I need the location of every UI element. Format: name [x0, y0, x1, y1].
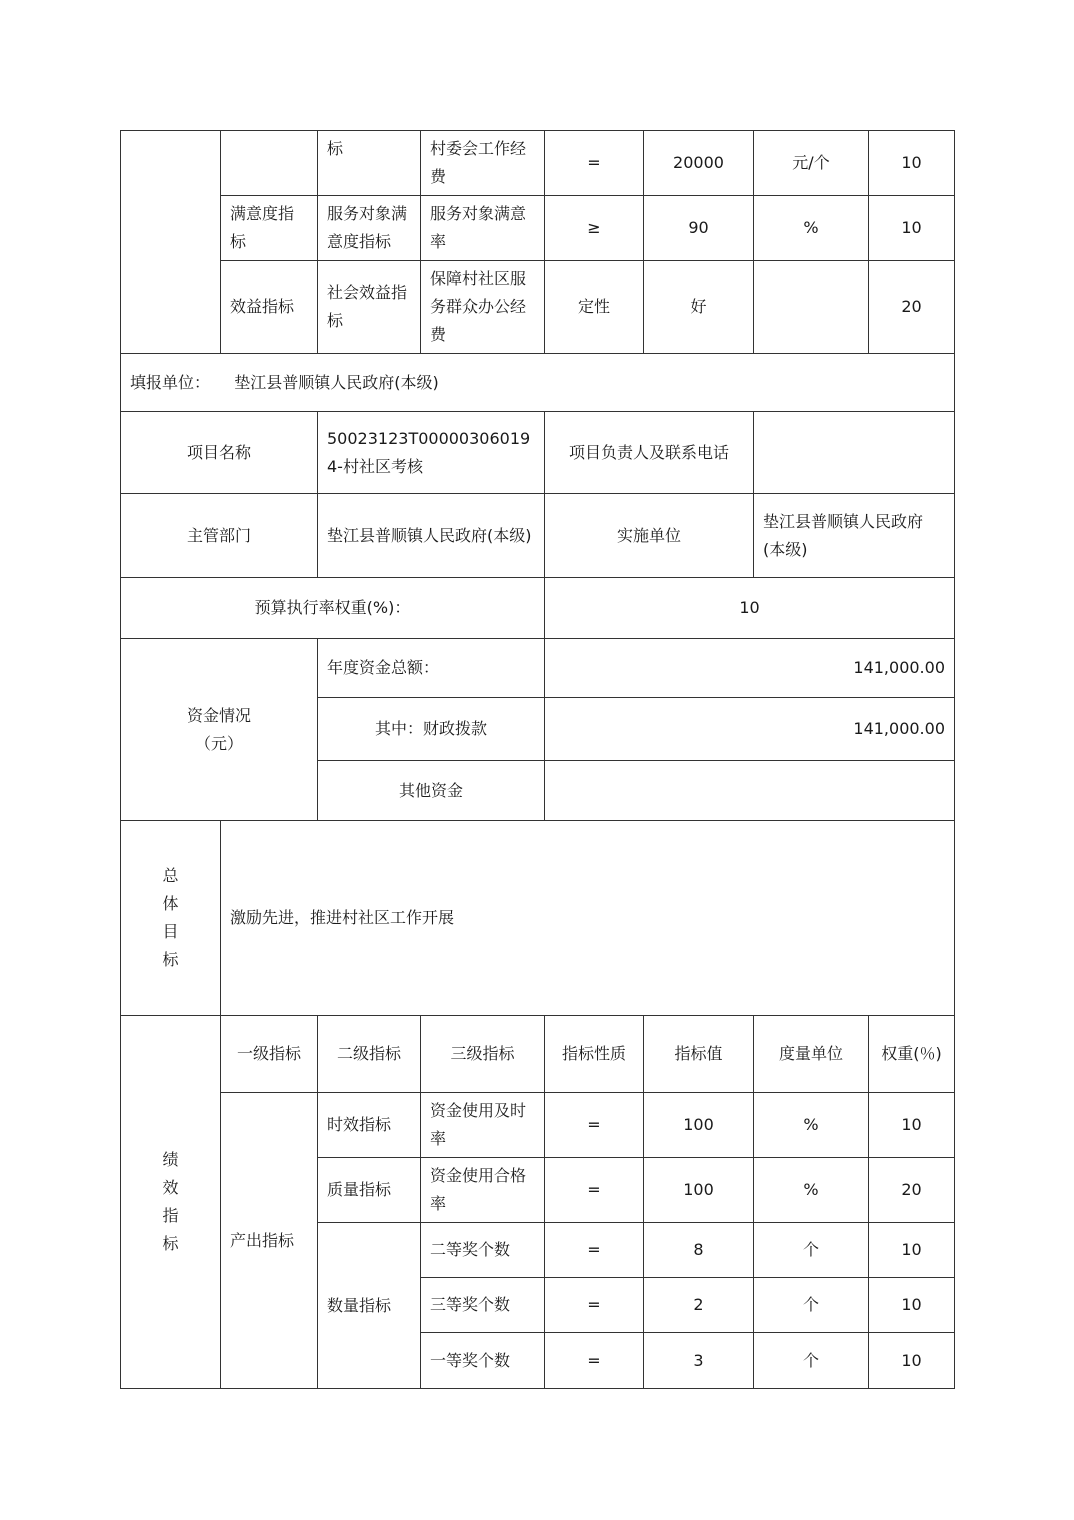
table-row — [121, 639, 955, 698]
indicators-label-char: 效 — [162, 1178, 179, 1197]
cell-value: 3 — [644, 1333, 754, 1389]
cell-value: 90 — [644, 196, 754, 261]
cell-weight: 10 — [869, 131, 955, 196]
cell-level1: 产出指标 — [221, 1093, 318, 1389]
cell-level3: 一等奖个数 — [421, 1333, 545, 1389]
header-level3: 三级指标 — [421, 1016, 545, 1093]
cell-level2: 效益指标 — [221, 261, 318, 354]
indicators-label-char: 绩 — [162, 1150, 179, 1169]
funds-label-line1: 资金情况 — [186, 705, 251, 725]
cell-unit: % — [754, 1093, 869, 1158]
cell-level2: 满意度指标 — [221, 196, 318, 261]
cell-value: 100 — [644, 1158, 754, 1223]
cell-operator: = — [545, 1333, 644, 1389]
cell-level2: 时效指标 — [318, 1093, 421, 1158]
cell-empty — [221, 131, 318, 196]
table-row — [121, 1093, 955, 1158]
cell-value: 100 — [644, 1093, 754, 1158]
funds-label — [121, 639, 318, 821]
goal-label-char: 总 — [162, 866, 179, 885]
cell-unit: % — [754, 1158, 869, 1223]
cell-level3: 社会效益指标 — [318, 261, 421, 354]
cell-level3: 服务对象满意度指标 — [318, 196, 421, 261]
cell-level3: 二等奖个数 — [421, 1223, 545, 1278]
project-name-label: 项目名称 — [121, 412, 318, 494]
cell-level4: 村委会工作经费 — [421, 131, 545, 196]
table-row — [121, 354, 955, 412]
cell-level3: 三等奖个数 — [421, 1278, 545, 1333]
dept-label: 主管部门 — [121, 494, 318, 578]
goal-label-char: 体 — [162, 894, 179, 913]
indicators-label-char: 指 — [162, 1206, 179, 1225]
cell-weight: 10 — [869, 1223, 955, 1278]
indicators-label — [121, 1016, 221, 1389]
funds-other-label: 其他资金 — [318, 761, 545, 821]
goal-label-char: 标 — [162, 950, 179, 969]
table-row — [121, 578, 955, 639]
goal-label — [121, 821, 221, 1016]
cell-unit — [754, 261, 869, 354]
header-nature: 指标性质 — [545, 1016, 644, 1093]
cell-level3: 资金使用合格率 — [421, 1158, 545, 1223]
cell-operator: = — [545, 131, 644, 196]
cell-level3: 标 — [318, 131, 421, 196]
cell-level4: 服务对象满意率 — [421, 196, 545, 261]
cell-level4: 保障村社区服务群众办公经费 — [421, 261, 545, 354]
fill-unit-cell — [121, 354, 955, 412]
header-unit: 度量单位 — [754, 1016, 869, 1093]
budget-rate-value: 10 — [545, 578, 955, 639]
goal-text: 激励先进，推进村社区工作开展 — [221, 821, 955, 1016]
table-row — [121, 131, 955, 196]
project-contact-label: 项目负责人及联系电话 — [545, 412, 754, 494]
cell-weight: 10 — [869, 196, 955, 261]
project-contact-value — [754, 412, 955, 494]
table-row — [121, 1016, 955, 1093]
cell-value: 2 — [644, 1278, 754, 1333]
fill-unit-label: 填报单位： — [130, 372, 211, 392]
performance-table — [120, 130, 955, 1389]
cell-unit: % — [754, 196, 869, 261]
cell-value: 好 — [644, 261, 754, 354]
cell-unit: 个 — [754, 1333, 869, 1389]
cell-operator: 定性 — [545, 261, 644, 354]
cell-level2: 质量指标 — [318, 1158, 421, 1223]
cell-weight: 10 — [869, 1333, 955, 1389]
header-level2: 二级指标 — [318, 1016, 421, 1093]
cell-operator: = — [545, 1093, 644, 1158]
goal-label-char: 目 — [162, 922, 179, 941]
project-name-value: 50023123T000003060194-村社区考核 — [318, 412, 545, 494]
impl-unit-label: 实施单位 — [545, 494, 754, 578]
cell-weight: 10 — [869, 1093, 955, 1158]
cell-weight: 20 — [869, 261, 955, 354]
header-level1: 一级指标 — [221, 1016, 318, 1093]
table-row — [121, 261, 955, 354]
funds-fiscal-label: 其中：财政拨款 — [318, 698, 545, 761]
cell-operator: ≥ — [545, 196, 644, 261]
cell-operator: = — [545, 1158, 644, 1223]
table-row — [121, 196, 955, 261]
indicators-label-char: 标 — [162, 1234, 179, 1253]
cell-unit: 个 — [754, 1278, 869, 1333]
fill-unit-value: 垫江县普顺镇人民政府(本级) — [234, 372, 439, 392]
header-weight: 权重(％) — [869, 1016, 955, 1093]
table-row — [121, 412, 955, 494]
dept-value: 垫江县普顺镇人民政府(本级) — [318, 494, 545, 578]
cell-unit: 个 — [754, 1223, 869, 1278]
cell-unit: 元/个 — [754, 131, 869, 196]
cell-level2: 数量指标 — [318, 1223, 421, 1389]
funds-total-value: 141,000.00 — [545, 639, 955, 698]
table-row — [121, 494, 955, 578]
funds-label-line2: （元） — [194, 733, 243, 753]
header-value: 指标值 — [644, 1016, 754, 1093]
funds-total-label: 年度资金总额： — [318, 639, 545, 698]
cell-weight: 10 — [869, 1278, 955, 1333]
funds-fiscal-value: 141,000.00 — [545, 698, 955, 761]
impl-unit-value: 垫江县普顺镇人民政府(本级) — [754, 494, 955, 578]
cell-value: 8 — [644, 1223, 754, 1278]
cell-weight: 20 — [869, 1158, 955, 1223]
cell-level3: 资金使用及时率 — [421, 1093, 545, 1158]
budget-rate-label: 预算执行率权重(%)： — [121, 578, 545, 639]
cell-empty — [121, 131, 221, 354]
funds-other-value — [545, 761, 955, 821]
cell-operator: = — [545, 1278, 644, 1333]
table-row — [121, 821, 955, 1016]
cell-operator: = — [545, 1223, 644, 1278]
cell-value: 20000 — [644, 131, 754, 196]
